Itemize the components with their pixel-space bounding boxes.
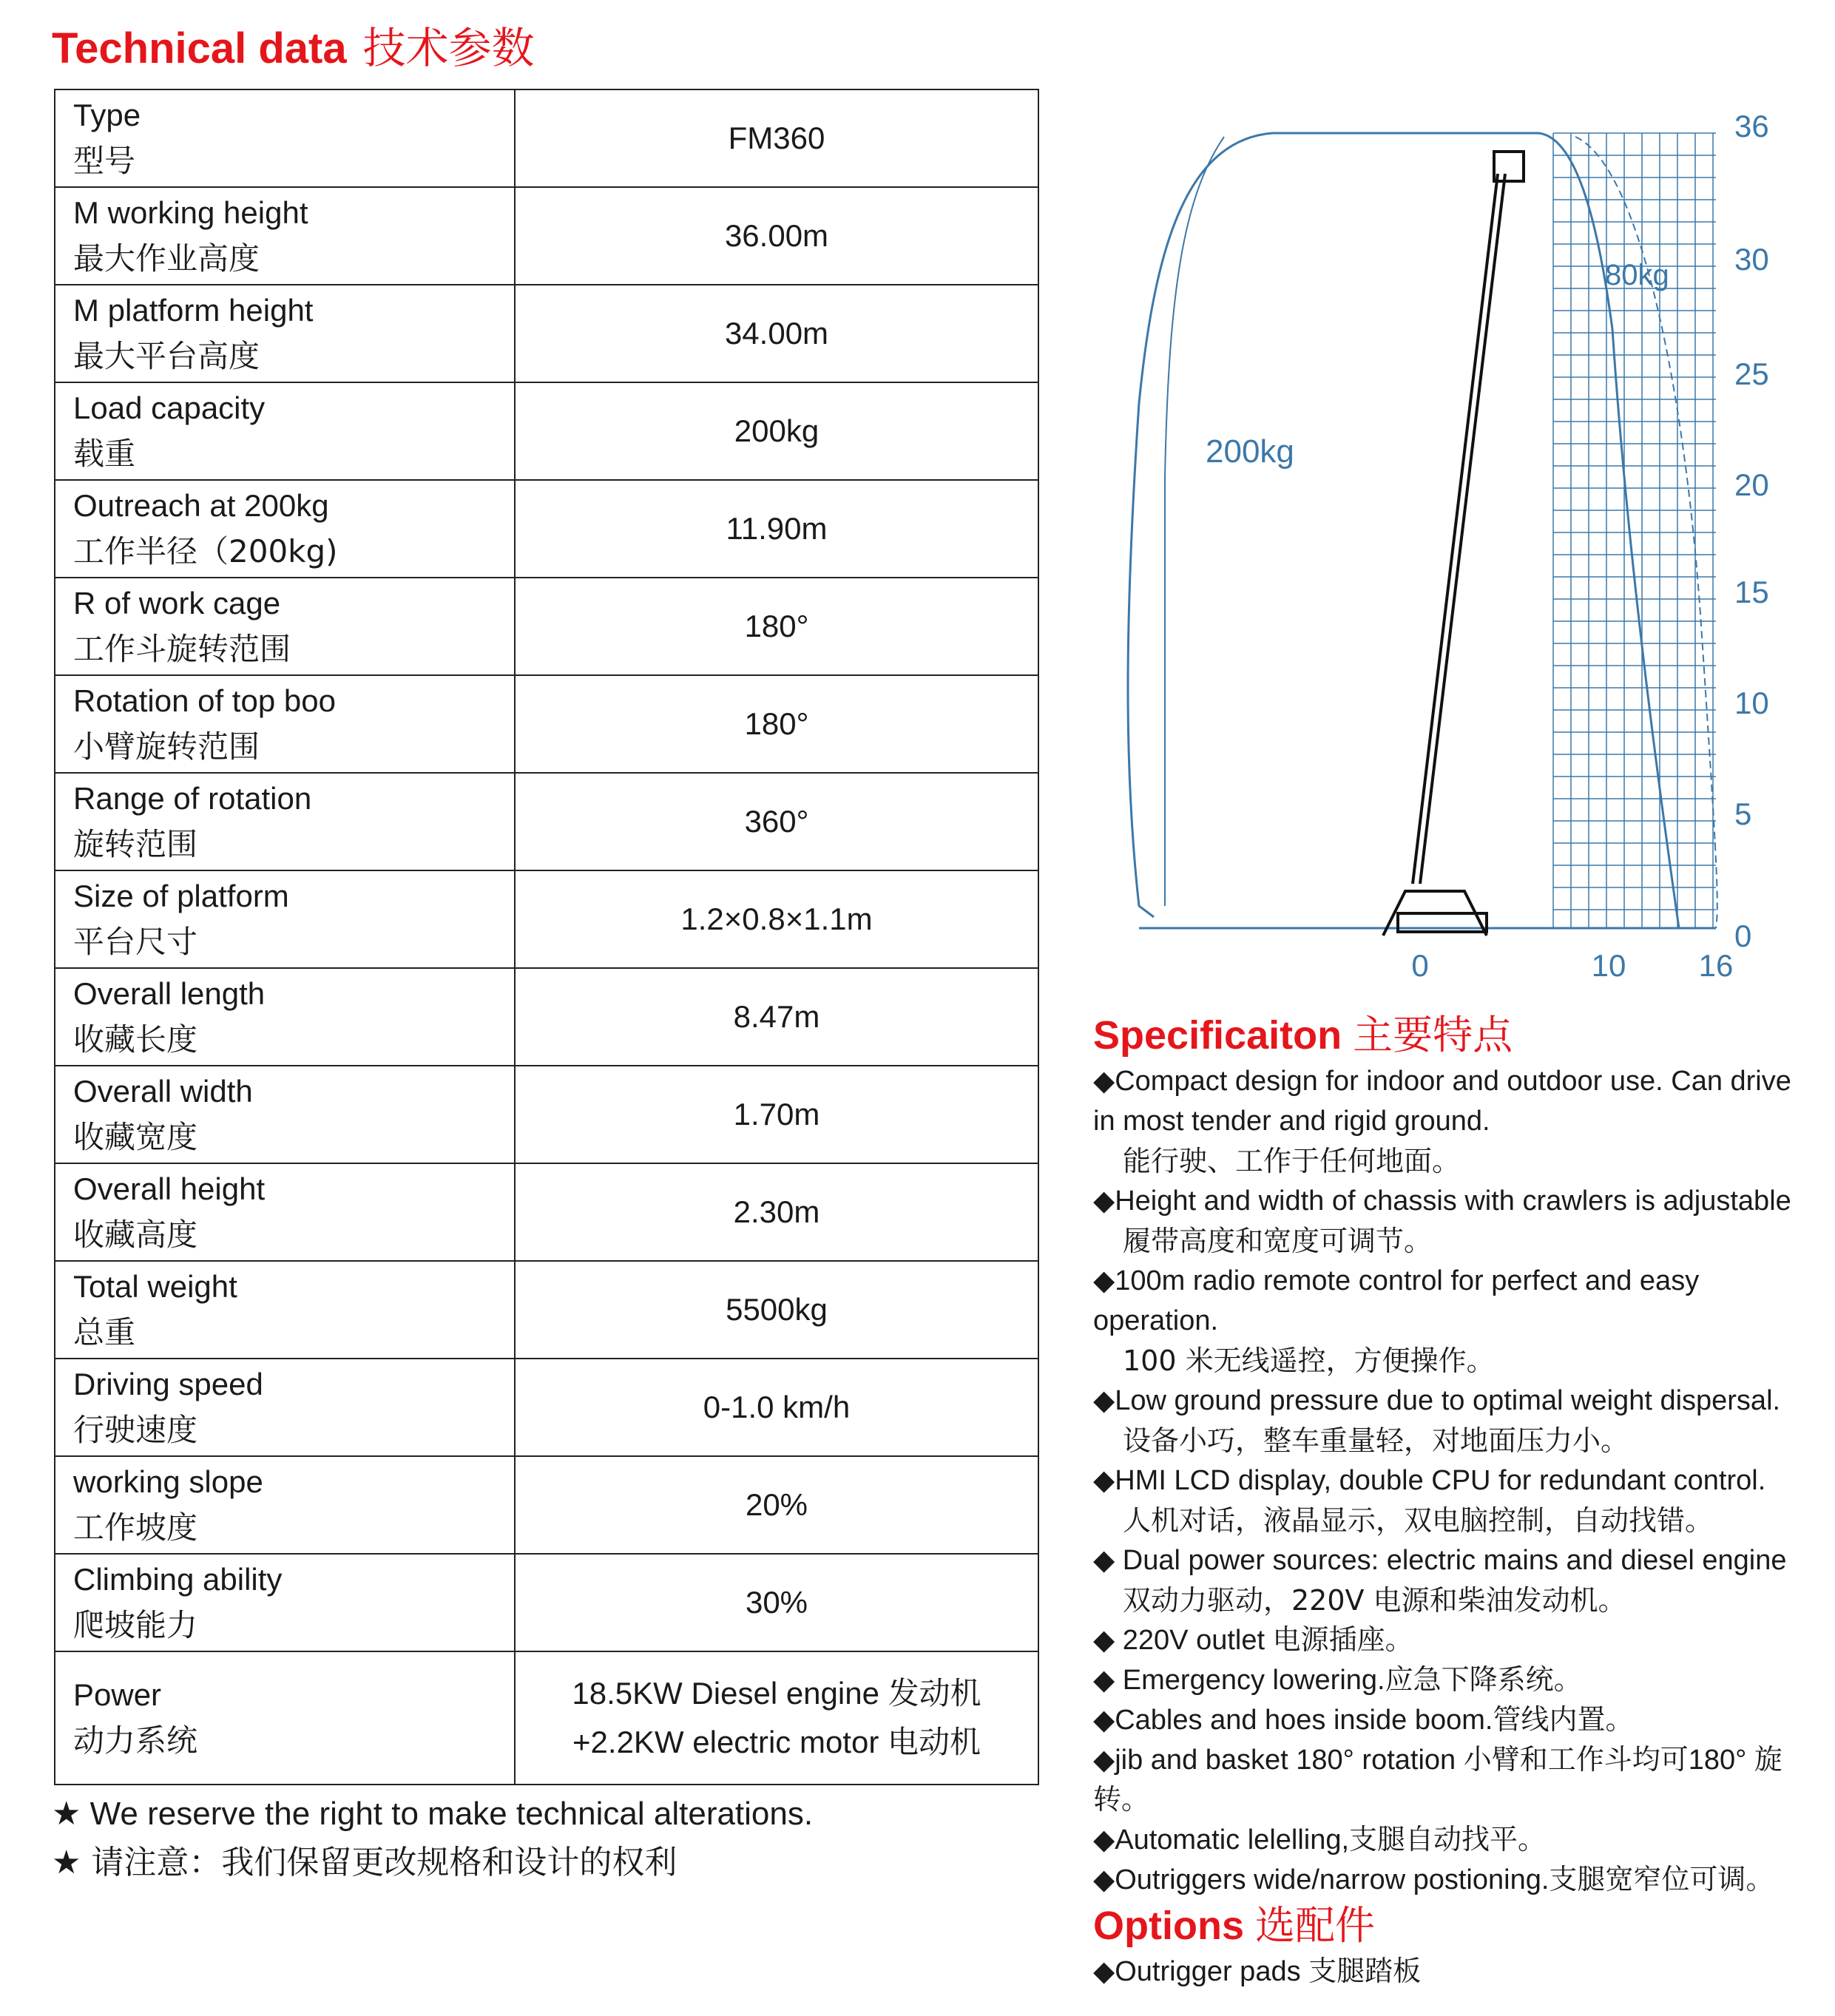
spec-label-cn: 总重 [73,1314,136,1350]
spec-label [55,1554,515,1651]
spec-label-cn: 收藏高度 [73,1217,198,1253]
spec-label-cn: 爬坡能力 [73,1607,198,1643]
spec-heading-en: Specificaiton [1093,1013,1342,1058]
spec-label [55,89,515,187]
spec-value-text: 180° [744,706,809,741]
spec-value-text: 0-1.0 km/h [703,1390,851,1424]
spec-row [55,1456,1038,1554]
spec-label-en: Load capacity [73,390,266,425]
spec-label-en: Overall height [73,1171,266,1206]
spec-item-sub: 人机对话，液晶显示，双电脑控制，自动找错。 [1123,1504,1714,1537]
spec-item-text: ◆Cables and hoes inside boom.管线内置。 [1093,1705,1634,1736]
spec-label [55,1359,515,1456]
work-envelope-200kg [1128,133,1679,928]
spec-label-cn: 工作坡度 [73,1509,198,1546]
spec-row [55,1651,1038,1785]
spec-row [55,1163,1038,1261]
spec-label-cn: 载重 [73,436,136,472]
spec-value-text: 5500kg [726,1292,828,1327]
spec-label-en: Overall length [73,976,266,1011]
spec-value [515,675,1038,773]
working-range-diagram [1095,107,1775,1002]
spec-label-en: Outreach at 200kg [73,488,329,523]
spec-label-en: working slope [73,1464,263,1499]
page-title [52,13,535,75]
spec-item-text: ◆Low ground pressure due to optimal weight dispersal. [1093,1385,1781,1416]
spec-label-en: Type [73,98,141,132]
y-tick-label: 15 [1734,575,1769,609]
spec-value [515,1456,1038,1554]
spec-value [515,1554,1038,1651]
diagram-svg [1095,107,1775,1002]
options-heading-en: Options [1093,1904,1244,1948]
spec-label-en: M working height [73,195,308,230]
x-tick-label: 10 [1591,948,1626,983]
spec-value-text: 200kg [734,413,820,448]
load-label-200kg: 200kg [1206,433,1294,470]
specification-section [1093,1009,1814,1992]
spec-item-text: ◆Outriggers wide/narrow postioning.支腿宽窄位可调。 [1093,1864,1774,1895]
spec-item-text: ◆ Dual power sources: electric mains and diesel engine [1093,1545,1787,1576]
x-tick-label: 16 [1698,948,1734,983]
spec-label-cn: 行驶速度 [73,1412,198,1448]
spec-label [55,578,515,675]
spec-label-cn: 工作半径（200kg) [73,533,338,569]
spec-heading-cn: 主要特点 [1353,1012,1513,1058]
x-tick-label: 0 [1411,948,1429,983]
spec-label-en: M platform height [73,293,314,328]
spec-value-text: 2.30m [733,1194,820,1229]
spec-label [55,1261,515,1359]
spec-item [1093,1261,1814,1381]
spec-value [515,480,1038,578]
options-heading-cn: 选配件 [1255,1902,1375,1949]
y-tick-label: 25 [1734,356,1769,391]
spec-row [55,1066,1038,1163]
spec-label [55,773,515,870]
spec-table [54,89,1039,1785]
spec-label [55,187,515,285]
spec-value-text: 360° [744,804,809,839]
spec-item-text: ◆ 220V outlet 电源插座。 [1093,1625,1413,1656]
spec-label-en: Rotation of top boo [73,683,336,718]
spec-label-en: Driving speed [73,1367,263,1401]
spec-row [55,480,1038,578]
spec-label-en: Overall width [73,1074,253,1109]
spec-value [515,1651,1038,1785]
note-line: ★ 请注意：我们保留更改规格和设计的权利 [52,1844,677,1881]
spec-label [55,675,515,773]
spec-item-text: ◆Automatic lelelling,支腿自动找平。 [1093,1824,1547,1856]
spec-row [55,870,1038,968]
notes [52,1790,813,1887]
spec-item [1093,1061,1814,1181]
spec-label-cn: 小臂旋转范围 [73,728,260,765]
spec-value-text: 1.70m [733,1097,820,1132]
spec-label [55,382,515,480]
spec-item [1093,1540,1814,1620]
spec-value [515,968,1038,1066]
spec-label-cn: 收藏宽度 [73,1119,198,1155]
spec-value-text: 34.00m [724,316,829,351]
spec-row [55,89,1038,187]
spec-value [515,1261,1038,1359]
y-tick-label: 10 [1734,686,1769,720]
spec-value [515,1359,1038,1456]
y-tick-label: 5 [1734,796,1752,831]
spec-row [55,1359,1038,1456]
spec-row [55,1554,1038,1651]
spec-value [515,382,1038,480]
spec-item [1093,1181,1814,1261]
spec-label [55,285,515,382]
spec-item-sub: 履带高度和宽度可调节。 [1123,1225,1433,1257]
spec-label [55,1651,515,1785]
spec-value-text: 1.2×0.8×1.1m [680,902,873,936]
y-tick-label: 36 [1734,109,1769,143]
specification-heading [1093,1009,1814,1061]
spec-value [515,285,1038,382]
spec-label [55,1456,515,1554]
spec-label-en: Power [73,1677,162,1712]
spec-label-en: Climbing ability [73,1562,283,1597]
spec-value-text: 18.5KW Diesel engine 发动机 [572,1676,981,1711]
spec-label [55,1066,515,1163]
spec-label-cn: 型号 [73,143,136,179]
option-item: ◆Outrigger pads 支腿踏板 [1093,1956,1422,1987]
note-line: ★ We reserve the right to make technical alterations. [52,1796,814,1832]
spec-label-cn: 工作斗旋转范围 [73,631,291,667]
spec-item-sub: 能行驶、工作于任何地面。 [1123,1145,1461,1177]
spec-item-text: ◆HMI LCD display, double CPU for redundant control. [1093,1465,1766,1496]
spec-label-cn: 最大作业高度 [73,240,260,277]
spec-label [55,1163,515,1261]
spec-item [1093,1700,1814,1740]
spec-value-text: 36.00m [724,218,829,253]
spec-value-text: 180° [744,609,809,643]
spec-item [1093,1860,1814,1900]
spec-row [55,675,1038,773]
spec-value [515,187,1038,285]
spec-label-cn: 最大平台高度 [73,338,260,374]
title-cn: 技术参数 [362,23,535,73]
title-en: Technical data [52,24,347,72]
spec-row [55,773,1038,870]
spec-value-text: 20% [745,1487,808,1522]
spec-item-sub: 双动力驱动，220V 电源和柴油发动机。 [1123,1584,1626,1617]
spec-row [55,285,1038,382]
spec-row [55,187,1038,285]
options-heading [1093,1900,1814,1952]
outer-curve [1165,137,1224,906]
spec-row [55,1261,1038,1359]
spec-label-en: R of work cage [73,586,281,620]
spec-item-sub: 100 米无线遥控，方便操作。 [1123,1344,1495,1377]
spec-value [515,89,1038,187]
spec-label-cn: 旋转范围 [73,826,198,862]
spec-value-text: FM360 [728,121,825,155]
boom-machine [1383,152,1524,936]
y-tick-label: 30 [1734,242,1769,277]
spec-value [515,773,1038,870]
spec-value [515,870,1038,968]
y-tick-label: 20 [1734,467,1769,502]
spec-value [515,1163,1038,1261]
spec-label-en: Range of rotation [73,781,312,816]
spec-item-text: ◆100m radio remote control for perfect and easy operation. [1093,1265,1700,1336]
spec-label-cn: 动力系统 [73,1722,198,1759]
spec-row [55,382,1038,480]
spec-item [1093,1381,1814,1461]
spec-label-cn: 平台尺寸 [73,924,198,960]
spec-value [515,1066,1038,1163]
spec-item [1093,1740,1814,1820]
spec-item [1093,1461,1814,1540]
spec-label-cn: 收藏长度 [73,1021,198,1058]
spec-value-text: 8.47m [733,999,820,1034]
spec-label [55,870,515,968]
spec-item-text: ◆ Emergency lowering.应急下降系统。 [1093,1665,1582,1696]
spec-item-sub: 设备小巧，整车重量轻，对地面压力小。 [1123,1424,1629,1457]
spec-item [1093,1660,1814,1700]
spec-row [55,968,1038,1066]
spec-value-text: 11.90m [726,511,828,546]
spec-item-text: ◆jib and basket 180° rotation 小臂和工作斗均可180° 旋转。 [1093,1745,1782,1816]
spec-label [55,968,515,1066]
spec-item [1093,1820,1814,1860]
load-label-80kg: 80kg [1605,259,1669,291]
spec-value-text: +2.2KW electric motor 电动机 [572,1725,981,1759]
spec-label-en: Size of platform [73,879,289,913]
spec-item-text: ◆Compact design for indoor and outdoor use. Can drive in most tender and rigid ground. [1093,1066,1791,1137]
spec-label [55,480,515,578]
spec-item-text: ◆Height and width of chassis with crawlers is adjustable [1093,1185,1791,1217]
spec-item [1093,1620,1814,1660]
spec-value-text: 30% [745,1585,808,1620]
spec-label-en: Total weight [73,1269,237,1304]
y-tick-label: 0 [1734,919,1752,953]
spec-value [515,578,1038,675]
spec-row [55,578,1038,675]
